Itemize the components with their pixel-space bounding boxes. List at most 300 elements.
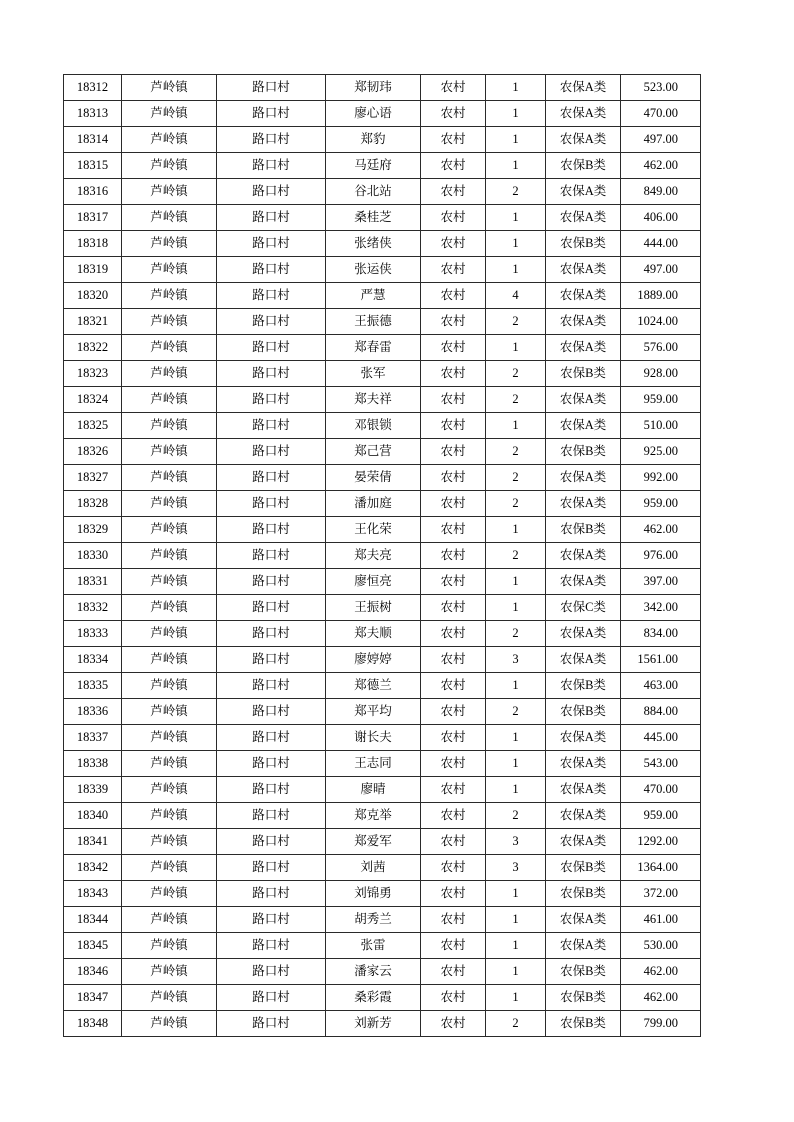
cell-village: 路口村 (217, 361, 326, 387)
cell-town: 芦岭镇 (122, 153, 217, 179)
cell-person-count: 2 (486, 621, 546, 647)
cell-person-count: 1 (486, 517, 546, 543)
cell-insurance-class: 农保A类 (546, 777, 621, 803)
cell-record-id: 18322 (64, 335, 122, 361)
cell-category: 农村 (421, 985, 486, 1011)
cell-amount: 1364.00 (621, 855, 701, 881)
cell-village: 路口村 (217, 959, 326, 985)
table-row (64, 569, 701, 595)
cell-person-name: 郑克举 (326, 803, 421, 829)
cell-person-name: 刘新芳 (326, 1011, 421, 1037)
cell-person-count: 2 (486, 361, 546, 387)
cell-category: 农村 (421, 959, 486, 985)
cell-amount: 1561.00 (621, 647, 701, 673)
cell-record-id: 18338 (64, 751, 122, 777)
cell-person-count: 3 (486, 829, 546, 855)
cell-person-count: 1 (486, 257, 546, 283)
cell-person-name: 王振德 (326, 309, 421, 335)
cell-village: 路口村 (217, 673, 326, 699)
table-row (64, 153, 701, 179)
cell-town: 芦岭镇 (122, 361, 217, 387)
cell-person-name: 郑平均 (326, 699, 421, 725)
cell-person-name: 王振树 (326, 595, 421, 621)
cell-town: 芦岭镇 (122, 75, 217, 101)
cell-amount: 497.00 (621, 257, 701, 283)
cell-village: 路口村 (217, 101, 326, 127)
cell-person-name: 马廷府 (326, 153, 421, 179)
cell-category: 农村 (421, 595, 486, 621)
cell-village: 路口村 (217, 699, 326, 725)
cell-village: 路口村 (217, 569, 326, 595)
cell-person-name: 张军 (326, 361, 421, 387)
cell-category: 农村 (421, 855, 486, 881)
cell-person-name: 严慧 (326, 283, 421, 309)
cell-record-id: 18339 (64, 777, 122, 803)
cell-amount: 497.00 (621, 127, 701, 153)
cell-town: 芦岭镇 (122, 673, 217, 699)
cell-amount: 834.00 (621, 621, 701, 647)
cell-person-count: 1 (486, 153, 546, 179)
cell-insurance-class: 农保A类 (546, 335, 621, 361)
cell-town: 芦岭镇 (122, 413, 217, 439)
table-row (64, 777, 701, 803)
cell-town: 芦岭镇 (122, 621, 217, 647)
cell-person-count: 4 (486, 283, 546, 309)
cell-insurance-class: 农保A类 (546, 413, 621, 439)
cell-town: 芦岭镇 (122, 881, 217, 907)
cell-amount: 959.00 (621, 491, 701, 517)
table-row (64, 907, 701, 933)
cell-category: 农村 (421, 361, 486, 387)
cell-town: 芦岭镇 (122, 179, 217, 205)
cell-amount: 543.00 (621, 751, 701, 777)
cell-category: 农村 (421, 153, 486, 179)
cell-person-count: 1 (486, 881, 546, 907)
cell-record-id: 18347 (64, 985, 122, 1011)
cell-town: 芦岭镇 (122, 257, 217, 283)
cell-person-count: 1 (486, 569, 546, 595)
cell-town: 芦岭镇 (122, 803, 217, 829)
cell-person-name: 郑德兰 (326, 673, 421, 699)
table-row (64, 75, 701, 101)
cell-insurance-class: 农保A类 (546, 387, 621, 413)
table-row (64, 179, 701, 205)
cell-person-name: 张运侠 (326, 257, 421, 283)
cell-town: 芦岭镇 (122, 465, 217, 491)
cell-record-id: 18346 (64, 959, 122, 985)
cell-insurance-class: 农保A类 (546, 725, 621, 751)
cell-record-id: 18335 (64, 673, 122, 699)
cell-town: 芦岭镇 (122, 127, 217, 153)
cell-amount: 928.00 (621, 361, 701, 387)
cell-amount: 976.00 (621, 543, 701, 569)
cell-amount: 992.00 (621, 465, 701, 491)
cell-person-name: 郑夫顺 (326, 621, 421, 647)
cell-category: 农村 (421, 387, 486, 413)
cell-insurance-class: 农保A类 (546, 751, 621, 777)
cell-village: 路口村 (217, 725, 326, 751)
cell-person-name: 潘加庭 (326, 491, 421, 517)
cell-town: 芦岭镇 (122, 907, 217, 933)
cell-town: 芦岭镇 (122, 335, 217, 361)
cell-person-count: 1 (486, 985, 546, 1011)
cell-village: 路口村 (217, 933, 326, 959)
cell-amount: 959.00 (621, 387, 701, 413)
cell-insurance-class: 农保B类 (546, 855, 621, 881)
cell-record-id: 18314 (64, 127, 122, 153)
cell-insurance-class: 农保B类 (546, 517, 621, 543)
cell-category: 农村 (421, 101, 486, 127)
cell-category: 农村 (421, 335, 486, 361)
cell-person-name: 廖晴 (326, 777, 421, 803)
cell-town: 芦岭镇 (122, 543, 217, 569)
cell-village: 路口村 (217, 751, 326, 777)
cell-amount: 462.00 (621, 153, 701, 179)
cell-record-id: 18312 (64, 75, 122, 101)
cell-insurance-class: 农保B类 (546, 699, 621, 725)
cell-amount: 510.00 (621, 413, 701, 439)
table-row (64, 543, 701, 569)
cell-category: 农村 (421, 907, 486, 933)
cell-category: 农村 (421, 777, 486, 803)
cell-town: 芦岭镇 (122, 595, 217, 621)
table-row (64, 309, 701, 335)
cell-amount: 462.00 (621, 959, 701, 985)
cell-amount: 530.00 (621, 933, 701, 959)
cell-insurance-class: 农保A类 (546, 621, 621, 647)
cell-person-count: 1 (486, 907, 546, 933)
cell-person-count: 2 (486, 179, 546, 205)
table-row (64, 257, 701, 283)
cell-village: 路口村 (217, 205, 326, 231)
cell-person-name: 王化荣 (326, 517, 421, 543)
cell-person-name: 胡秀兰 (326, 907, 421, 933)
cell-village: 路口村 (217, 647, 326, 673)
cell-category: 农村 (421, 621, 486, 647)
table-row (64, 803, 701, 829)
cell-category: 农村 (421, 413, 486, 439)
cell-record-id: 18328 (64, 491, 122, 517)
cell-village: 路口村 (217, 985, 326, 1011)
cell-person-name: 廖恒亮 (326, 569, 421, 595)
cell-category: 农村 (421, 829, 486, 855)
cell-amount: 1292.00 (621, 829, 701, 855)
cell-village: 路口村 (217, 621, 326, 647)
cell-village: 路口村 (217, 777, 326, 803)
cell-record-id: 18326 (64, 439, 122, 465)
cell-person-count: 1 (486, 673, 546, 699)
cell-person-count: 1 (486, 595, 546, 621)
cell-record-id: 18348 (64, 1011, 122, 1037)
cell-village: 路口村 (217, 335, 326, 361)
cell-amount: 925.00 (621, 439, 701, 465)
cell-record-id: 18341 (64, 829, 122, 855)
cell-amount: 342.00 (621, 595, 701, 621)
cell-amount: 463.00 (621, 673, 701, 699)
cell-insurance-class: 农保B类 (546, 153, 621, 179)
cell-person-name: 廖婷婷 (326, 647, 421, 673)
cell-town: 芦岭镇 (122, 699, 217, 725)
cell-category: 农村 (421, 309, 486, 335)
cell-person-name: 谢长夫 (326, 725, 421, 751)
cell-person-count: 3 (486, 855, 546, 881)
cell-amount: 461.00 (621, 907, 701, 933)
cell-category: 农村 (421, 543, 486, 569)
cell-person-name: 刘锦勇 (326, 881, 421, 907)
cell-record-id: 18334 (64, 647, 122, 673)
cell-village: 路口村 (217, 257, 326, 283)
cell-category: 农村 (421, 673, 486, 699)
table-row (64, 465, 701, 491)
cell-category: 农村 (421, 205, 486, 231)
cell-person-count: 2 (486, 465, 546, 491)
cell-person-name: 桑彩霞 (326, 985, 421, 1011)
cell-person-name: 桑桂芝 (326, 205, 421, 231)
cell-record-id: 18321 (64, 309, 122, 335)
cell-village: 路口村 (217, 127, 326, 153)
table-row (64, 725, 701, 751)
cell-village: 路口村 (217, 153, 326, 179)
cell-record-id: 18331 (64, 569, 122, 595)
cell-person-count: 1 (486, 127, 546, 153)
cell-insurance-class: 农保A类 (546, 257, 621, 283)
cell-person-count: 1 (486, 101, 546, 127)
cell-insurance-class: 农保A类 (546, 283, 621, 309)
cell-amount: 884.00 (621, 699, 701, 725)
cell-person-count: 2 (486, 699, 546, 725)
cell-person-name: 郑韧玮 (326, 75, 421, 101)
cell-amount: 462.00 (621, 985, 701, 1011)
table-row (64, 959, 701, 985)
table-row (64, 335, 701, 361)
cell-insurance-class: 农保B类 (546, 1011, 621, 1037)
cell-village: 路口村 (217, 465, 326, 491)
cell-record-id: 18344 (64, 907, 122, 933)
cell-town: 芦岭镇 (122, 309, 217, 335)
cell-town: 芦岭镇 (122, 283, 217, 309)
cell-village: 路口村 (217, 1011, 326, 1037)
cell-record-id: 18313 (64, 101, 122, 127)
cell-insurance-class: 农保A类 (546, 803, 621, 829)
cell-insurance-class: 农保B类 (546, 881, 621, 907)
table-row (64, 647, 701, 673)
cell-person-count: 2 (486, 491, 546, 517)
cell-town: 芦岭镇 (122, 517, 217, 543)
cell-insurance-class: 农保B类 (546, 361, 621, 387)
cell-insurance-class: 农保B类 (546, 959, 621, 985)
cell-amount: 462.00 (621, 517, 701, 543)
cell-category: 农村 (421, 283, 486, 309)
table-row (64, 127, 701, 153)
cell-person-name: 王志同 (326, 751, 421, 777)
cell-record-id: 18324 (64, 387, 122, 413)
cell-person-count: 1 (486, 335, 546, 361)
cell-person-count: 1 (486, 725, 546, 751)
cell-amount: 523.00 (621, 75, 701, 101)
cell-amount: 470.00 (621, 777, 701, 803)
cell-person-count: 1 (486, 205, 546, 231)
cell-person-name: 晏荣倩 (326, 465, 421, 491)
cell-town: 芦岭镇 (122, 205, 217, 231)
cell-person-name: 郑爱军 (326, 829, 421, 855)
cell-record-id: 18315 (64, 153, 122, 179)
table-row (64, 699, 701, 725)
cell-record-id: 18345 (64, 933, 122, 959)
cell-category: 农村 (421, 75, 486, 101)
table-row (64, 751, 701, 777)
cell-town: 芦岭镇 (122, 829, 217, 855)
cell-insurance-class: 农保B类 (546, 673, 621, 699)
cell-record-id: 18327 (64, 465, 122, 491)
cell-town: 芦岭镇 (122, 231, 217, 257)
cell-category: 农村 (421, 127, 486, 153)
cell-town: 芦岭镇 (122, 491, 217, 517)
cell-insurance-class: 农保A类 (546, 75, 621, 101)
cell-insurance-class: 农保A类 (546, 127, 621, 153)
table-row (64, 595, 701, 621)
cell-person-name: 郑夫祥 (326, 387, 421, 413)
cell-village: 路口村 (217, 231, 326, 257)
cell-town: 芦岭镇 (122, 387, 217, 413)
cell-record-id: 18323 (64, 361, 122, 387)
cell-insurance-class: 农保A类 (546, 907, 621, 933)
cell-insurance-class: 农保C类 (546, 595, 621, 621)
cell-village: 路口村 (217, 179, 326, 205)
cell-insurance-class: 农保A类 (546, 491, 621, 517)
table-row (64, 881, 701, 907)
cell-town: 芦岭镇 (122, 777, 217, 803)
table-row (64, 205, 701, 231)
cell-record-id: 18343 (64, 881, 122, 907)
cell-record-id: 18342 (64, 855, 122, 881)
cell-amount: 397.00 (621, 569, 701, 595)
table-row (64, 829, 701, 855)
table-row (64, 621, 701, 647)
cell-village: 路口村 (217, 439, 326, 465)
cell-amount: 372.00 (621, 881, 701, 907)
cell-category: 农村 (421, 881, 486, 907)
cell-record-id: 18317 (64, 205, 122, 231)
cell-record-id: 18319 (64, 257, 122, 283)
cell-amount: 576.00 (621, 335, 701, 361)
cell-category: 农村 (421, 465, 486, 491)
cell-town: 芦岭镇 (122, 1011, 217, 1037)
cell-person-count: 1 (486, 75, 546, 101)
cell-category: 农村 (421, 933, 486, 959)
table-row (64, 413, 701, 439)
cell-insurance-class: 农保A类 (546, 465, 621, 491)
cell-person-count: 2 (486, 1011, 546, 1037)
cell-village: 路口村 (217, 283, 326, 309)
cell-person-name: 刘茜 (326, 855, 421, 881)
cell-village: 路口村 (217, 881, 326, 907)
table-body (64, 75, 701, 1037)
cell-insurance-class: 农保B类 (546, 985, 621, 1011)
cell-person-count: 1 (486, 231, 546, 257)
cell-record-id: 18333 (64, 621, 122, 647)
table-row (64, 491, 701, 517)
cell-insurance-class: 农保A类 (546, 309, 621, 335)
insurance-payment-table (63, 74, 701, 1037)
cell-town: 芦岭镇 (122, 439, 217, 465)
cell-person-name: 张雷 (326, 933, 421, 959)
cell-record-id: 18332 (64, 595, 122, 621)
cell-person-count: 2 (486, 543, 546, 569)
cell-town: 芦岭镇 (122, 569, 217, 595)
cell-village: 路口村 (217, 543, 326, 569)
cell-person-count: 1 (486, 751, 546, 777)
cell-insurance-class: 农保A类 (546, 179, 621, 205)
cell-person-count: 3 (486, 647, 546, 673)
cell-category: 农村 (421, 231, 486, 257)
cell-person-name: 郑己营 (326, 439, 421, 465)
cell-insurance-class: 农保A类 (546, 101, 621, 127)
cell-person-count: 2 (486, 439, 546, 465)
table-row (64, 101, 701, 127)
cell-amount: 1889.00 (621, 283, 701, 309)
cell-record-id: 18330 (64, 543, 122, 569)
cell-person-name: 廖心语 (326, 101, 421, 127)
cell-person-count: 2 (486, 803, 546, 829)
cell-village: 路口村 (217, 387, 326, 413)
cell-person-count: 2 (486, 309, 546, 335)
cell-category: 农村 (421, 179, 486, 205)
table-row (64, 361, 701, 387)
cell-village: 路口村 (217, 517, 326, 543)
cell-category: 农村 (421, 751, 486, 777)
table-row (64, 1011, 701, 1037)
cell-town: 芦岭镇 (122, 959, 217, 985)
cell-category: 农村 (421, 1011, 486, 1037)
cell-amount: 849.00 (621, 179, 701, 205)
cell-amount: 406.00 (621, 205, 701, 231)
table-row (64, 855, 701, 881)
cell-village: 路口村 (217, 595, 326, 621)
cell-category: 农村 (421, 569, 486, 595)
cell-record-id: 18340 (64, 803, 122, 829)
cell-village: 路口村 (217, 855, 326, 881)
cell-insurance-class: 农保A类 (546, 933, 621, 959)
cell-insurance-class: 农保B类 (546, 439, 621, 465)
cell-amount: 445.00 (621, 725, 701, 751)
cell-insurance-class: 农保A类 (546, 829, 621, 855)
cell-person-name: 郑夫亮 (326, 543, 421, 569)
cell-village: 路口村 (217, 75, 326, 101)
cell-category: 农村 (421, 491, 486, 517)
cell-record-id: 18318 (64, 231, 122, 257)
cell-town: 芦岭镇 (122, 933, 217, 959)
cell-amount: 1024.00 (621, 309, 701, 335)
table-row (64, 387, 701, 413)
cell-insurance-class: 农保A类 (546, 205, 621, 231)
cell-record-id: 18316 (64, 179, 122, 205)
cell-record-id: 18325 (64, 413, 122, 439)
cell-record-id: 18337 (64, 725, 122, 751)
cell-person-count: 2 (486, 387, 546, 413)
cell-insurance-class: 农保A类 (546, 569, 621, 595)
cell-amount: 470.00 (621, 101, 701, 127)
cell-person-name: 张绪侠 (326, 231, 421, 257)
table-row (64, 517, 701, 543)
cell-category: 农村 (421, 725, 486, 751)
cell-amount: 959.00 (621, 803, 701, 829)
cell-amount: 444.00 (621, 231, 701, 257)
table-row (64, 439, 701, 465)
cell-town: 芦岭镇 (122, 101, 217, 127)
cell-person-count: 1 (486, 777, 546, 803)
cell-insurance-class: 农保A类 (546, 543, 621, 569)
cell-town: 芦岭镇 (122, 985, 217, 1011)
